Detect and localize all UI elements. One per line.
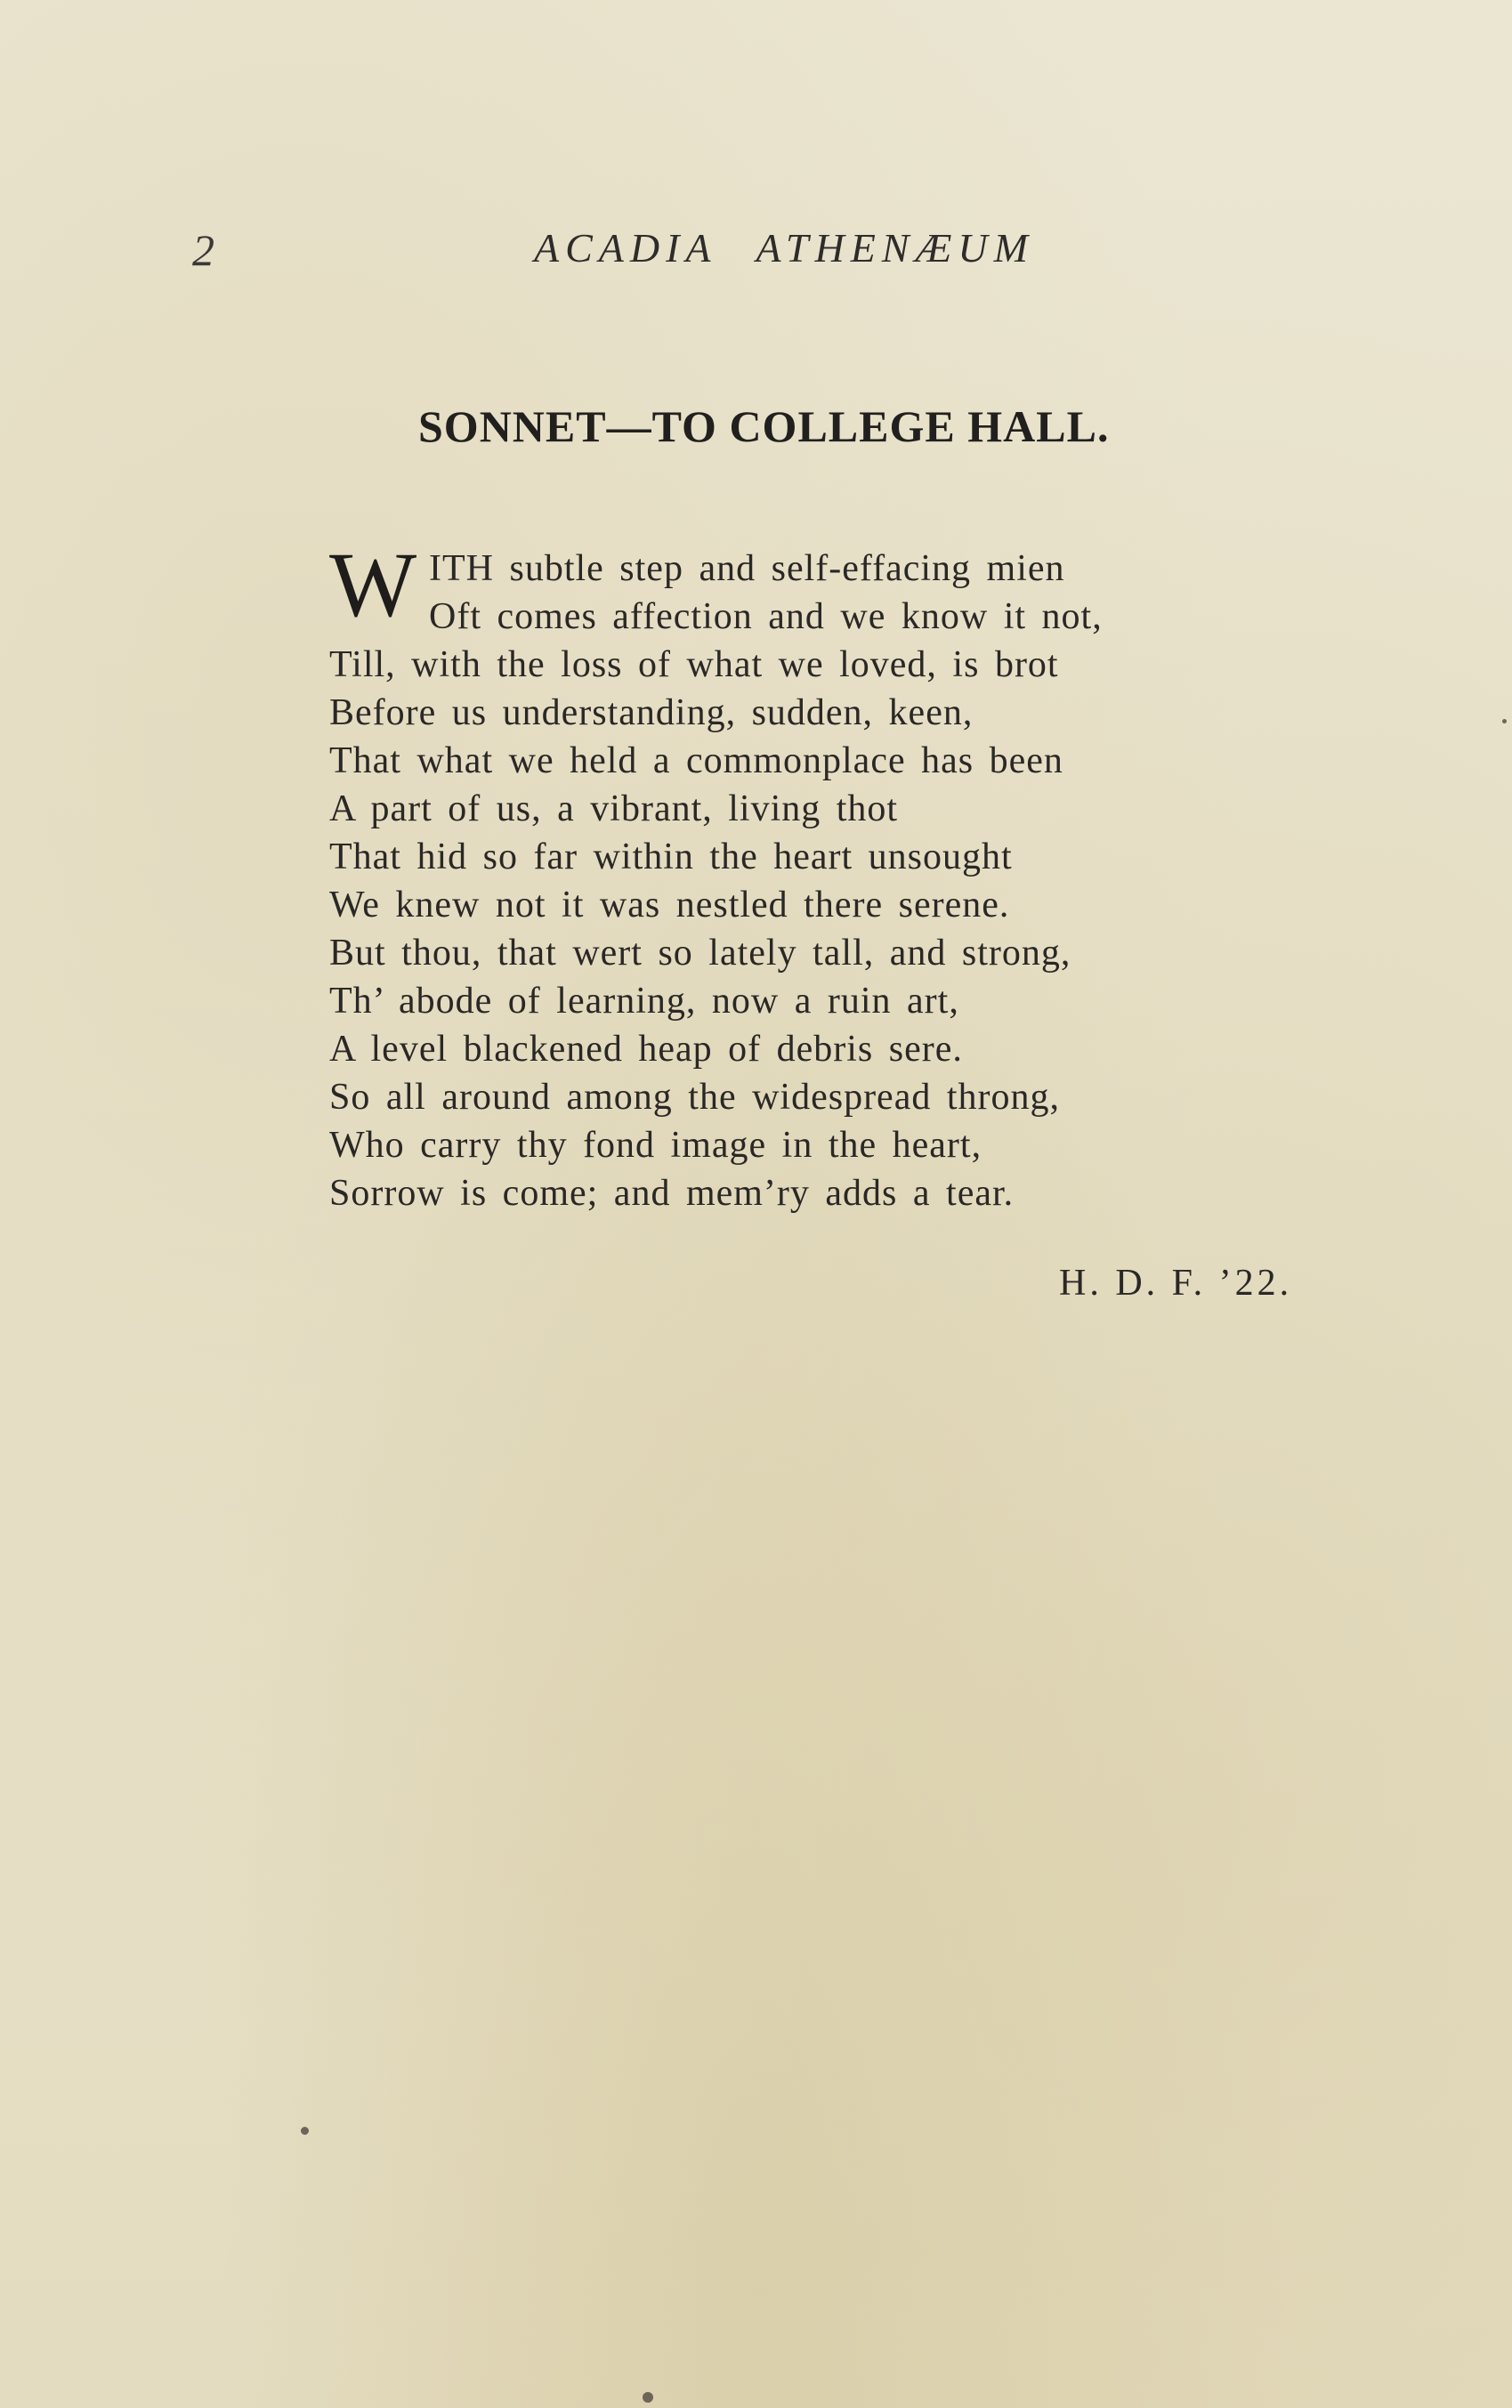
poem-line-6: A part of us, a vibrant, living thot xyxy=(329,788,899,829)
poem-line-2: Oft comes affection and we know it not, xyxy=(429,596,1103,637)
poem-line-8: We knew not it was nestled there serene. xyxy=(329,885,1010,925)
poem-title: SONNET—TO COLLEGE HALL. xyxy=(418,401,1110,451)
poem-line-10: Th’ abode of learning, now a ruin art, xyxy=(329,981,959,1022)
paper-speck xyxy=(301,2127,309,2135)
poem-line-3: Till, with the loss of what we loved, is brot xyxy=(329,644,1059,685)
poem-line-14: Sorrow is come; and mem’ry adds a tear. xyxy=(329,1173,1015,1214)
poem-line-11: A level blackened heap of debris sere. xyxy=(329,1029,963,1070)
paper-speck xyxy=(643,2392,653,2403)
page-number: 2 xyxy=(192,225,216,275)
poem-line-5: That what we held a commonplace has been xyxy=(329,740,1063,781)
poem-line-text: ITH subtle step and self-effacing mien xyxy=(429,548,1065,589)
paper-speck xyxy=(1502,719,1507,723)
poem-line-13: Who carry thy fond image in the heart, xyxy=(329,1125,982,1166)
poem-line-4: Before us understanding, sudden, keen, xyxy=(329,692,974,733)
author-signature: H. D. F. ’22. xyxy=(1059,1263,1293,1304)
running-head xyxy=(534,224,1086,271)
poem-line-12: So all around among the widespread throng, xyxy=(329,1077,1060,1118)
poem-body xyxy=(329,534,1326,1217)
drop-cap: W xyxy=(329,534,418,636)
running-head-word-1: ACADIA xyxy=(534,225,717,271)
running-head-word-2: ATHENÆUM xyxy=(756,225,1034,271)
poem-line-7: That hid so far within the heart unsought xyxy=(329,836,1013,877)
poem-line-9: But thou, that wert so lately tall, and strong, xyxy=(329,933,1071,974)
